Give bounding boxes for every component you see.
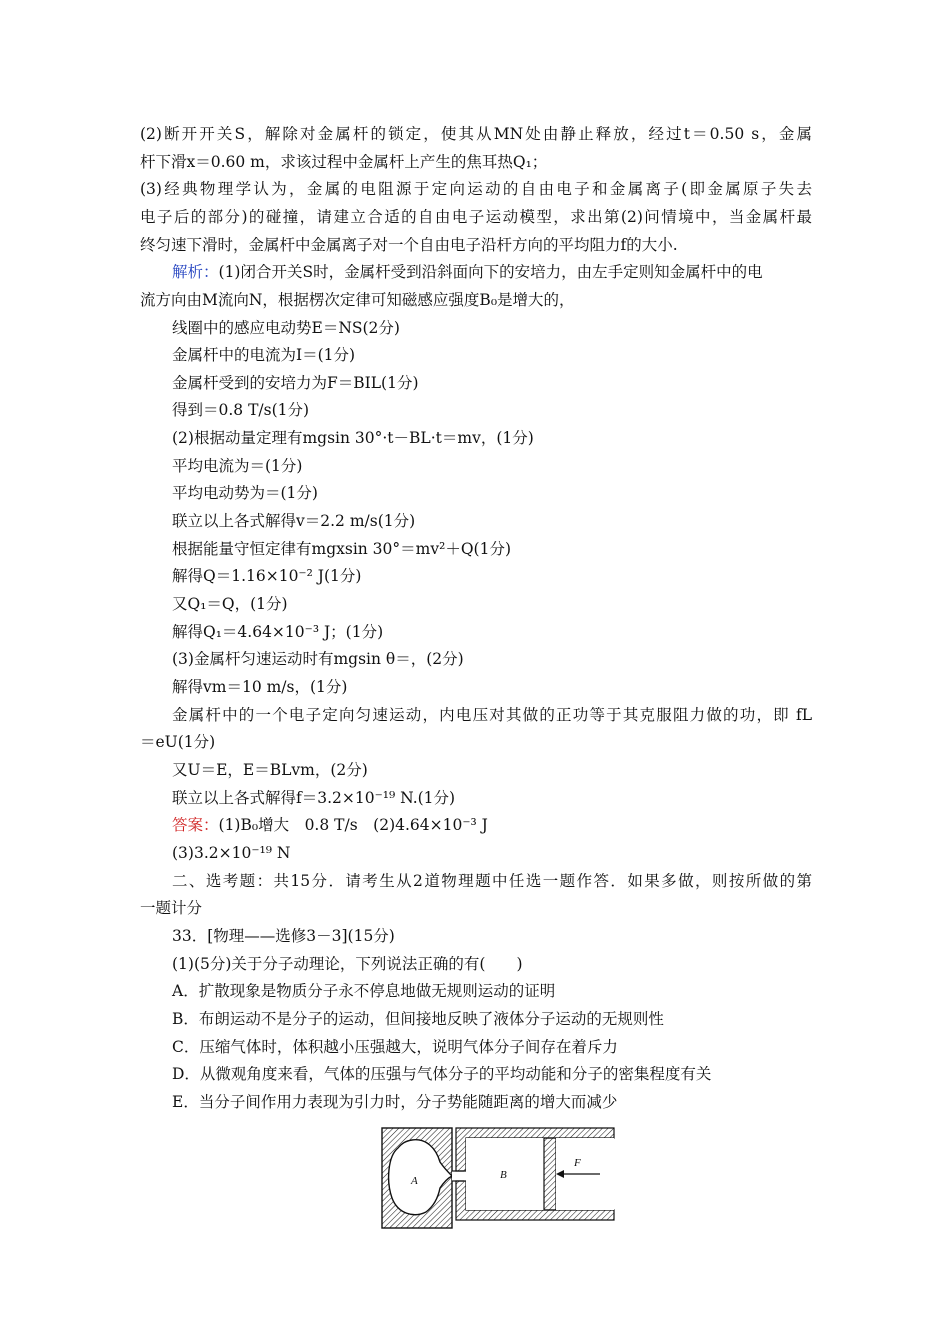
q33-option-b: B．布朗运动不是分子的运动，但间接地反映了液体分子运动的无规则性: [172, 1010, 664, 1028]
question3-line2: 电子后的部分)的碰撞，请建立合适的自由电子运动模型，求出第(2)问情境中，当金属杆最: [140, 208, 812, 226]
answer-label: 答案：: [172, 816, 219, 834]
solution-step: (2)根据动量定理有mgsin 30°·t－BL·t＝mv，(1分): [172, 429, 534, 447]
electron-line1: 金属杆中的一个电子定向匀速运动，内电压对其做的正功等于其克服阻力做的功，即 fL: [172, 706, 812, 724]
solution-step: 联立以上各式解得f＝3.2×10⁻¹⁹ N.(1分): [172, 789, 456, 807]
q33-title: 33．[物理——选修3－3](15分): [172, 927, 395, 945]
solution-step: 又U＝E，E＝BLvm，(2分): [172, 761, 368, 779]
answer-line1: [172, 814, 488, 836]
solution-step: 金属杆受到的安培力为F＝BIL(1分): [172, 374, 419, 392]
solution-step: 金属杆中的电流为I＝(1分): [172, 346, 356, 364]
q33-option-a: A．扩散现象是物质分子永不停息地做无规则运动的证明: [172, 982, 556, 1000]
q33-option-d: D．从微观角度来看，气体的压强与气体分子的平均动能和分子的密集程度有关: [172, 1065, 712, 1083]
solution-step: 平均电动势为＝(1分): [172, 484, 318, 502]
q33-option-c: C．压缩气体时，体积越小压强越大，说明气体分子间存在着斥力: [172, 1038, 618, 1056]
connecting-tube: [452, 1171, 464, 1181]
electron-line2: ＝eU(1分): [140, 733, 216, 751]
solution-line2: 流方向由M流向N，根据楞次定律可知磁感应强度B₀是增大的，: [140, 291, 575, 309]
solution-label: 解析：: [172, 263, 219, 281]
question3-line3: 终匀速下滑时，金属杆中金属离子对一个自由电子沿杆方向的平均阻力f的大小.: [140, 236, 678, 254]
label-f: F: [574, 1157, 581, 1169]
solution-line1: [172, 261, 812, 283]
question2-line2: 杆下滑x＝0.60 m，求该过程中金属杆上产生的焦耳热Q₁；: [140, 153, 548, 171]
section2-line2: 一题计分: [140, 899, 203, 917]
solution-step: 平均电流为＝(1分): [172, 457, 303, 475]
answer-text: (1)B₀增大 0.8 T/s (2)4.64×10⁻³ J: [218, 816, 488, 834]
solution-step: (3)金属杆匀速运动时有mgsin θ＝，(2分): [172, 650, 464, 668]
piston: [544, 1138, 556, 1210]
solution-step: 解得Q₁＝4.64×10⁻³ J；(1分): [172, 623, 384, 641]
solution-step: 得到＝0.8 T/s(1分): [172, 401, 310, 419]
solution-text: (1)闭合开关S时，金属杆受到沿斜面向下的安培力，由左手定则知金属杆中的电: [218, 263, 763, 281]
question3-line1: (3)经典物理学认为，金属的电阻源于定向运动的自由电子和金属离子(即金属原子失去: [140, 180, 812, 198]
solution-step: 解得vm＝10 m/s，(1分): [172, 678, 348, 696]
solution-step: 线圈中的感应电动势E＝NS(2分): [172, 319, 400, 337]
solution-step: 根据能量守恒定律有mgxsin 30°＝mv²＋Q(1分): [172, 540, 511, 558]
gas-container-figure: [378, 1126, 616, 1230]
solution-step: 解得Q＝1.16×10⁻² J(1分): [172, 567, 362, 585]
question2-line1: (2)断开开关S，解除对金属杆的锁定，使其从MN处由静止释放，经过t＝0.50 s，金属: [140, 125, 812, 143]
label-a: A: [411, 1175, 418, 1187]
answer-line2: (3)3.2×10⁻¹⁹ N: [172, 844, 291, 862]
solution-step: 又Q₁＝Q，(1分): [172, 595, 288, 613]
section2-line1: 二、选考题：共15分．请考生从2道物理题中任选一题作答．如果多做，则按所做的第: [172, 872, 812, 890]
solution-step: 联立以上各式解得v＝2.2 m/s(1分): [172, 512, 416, 530]
label-b: B: [500, 1169, 507, 1181]
q33-stem: (1)(5分)关于分子动理论，下列说法正确的有( ): [172, 955, 523, 973]
q33-option-e: E．当分子间作用力表现为引力时，分子势能随距离的增大而减少: [172, 1093, 618, 1111]
